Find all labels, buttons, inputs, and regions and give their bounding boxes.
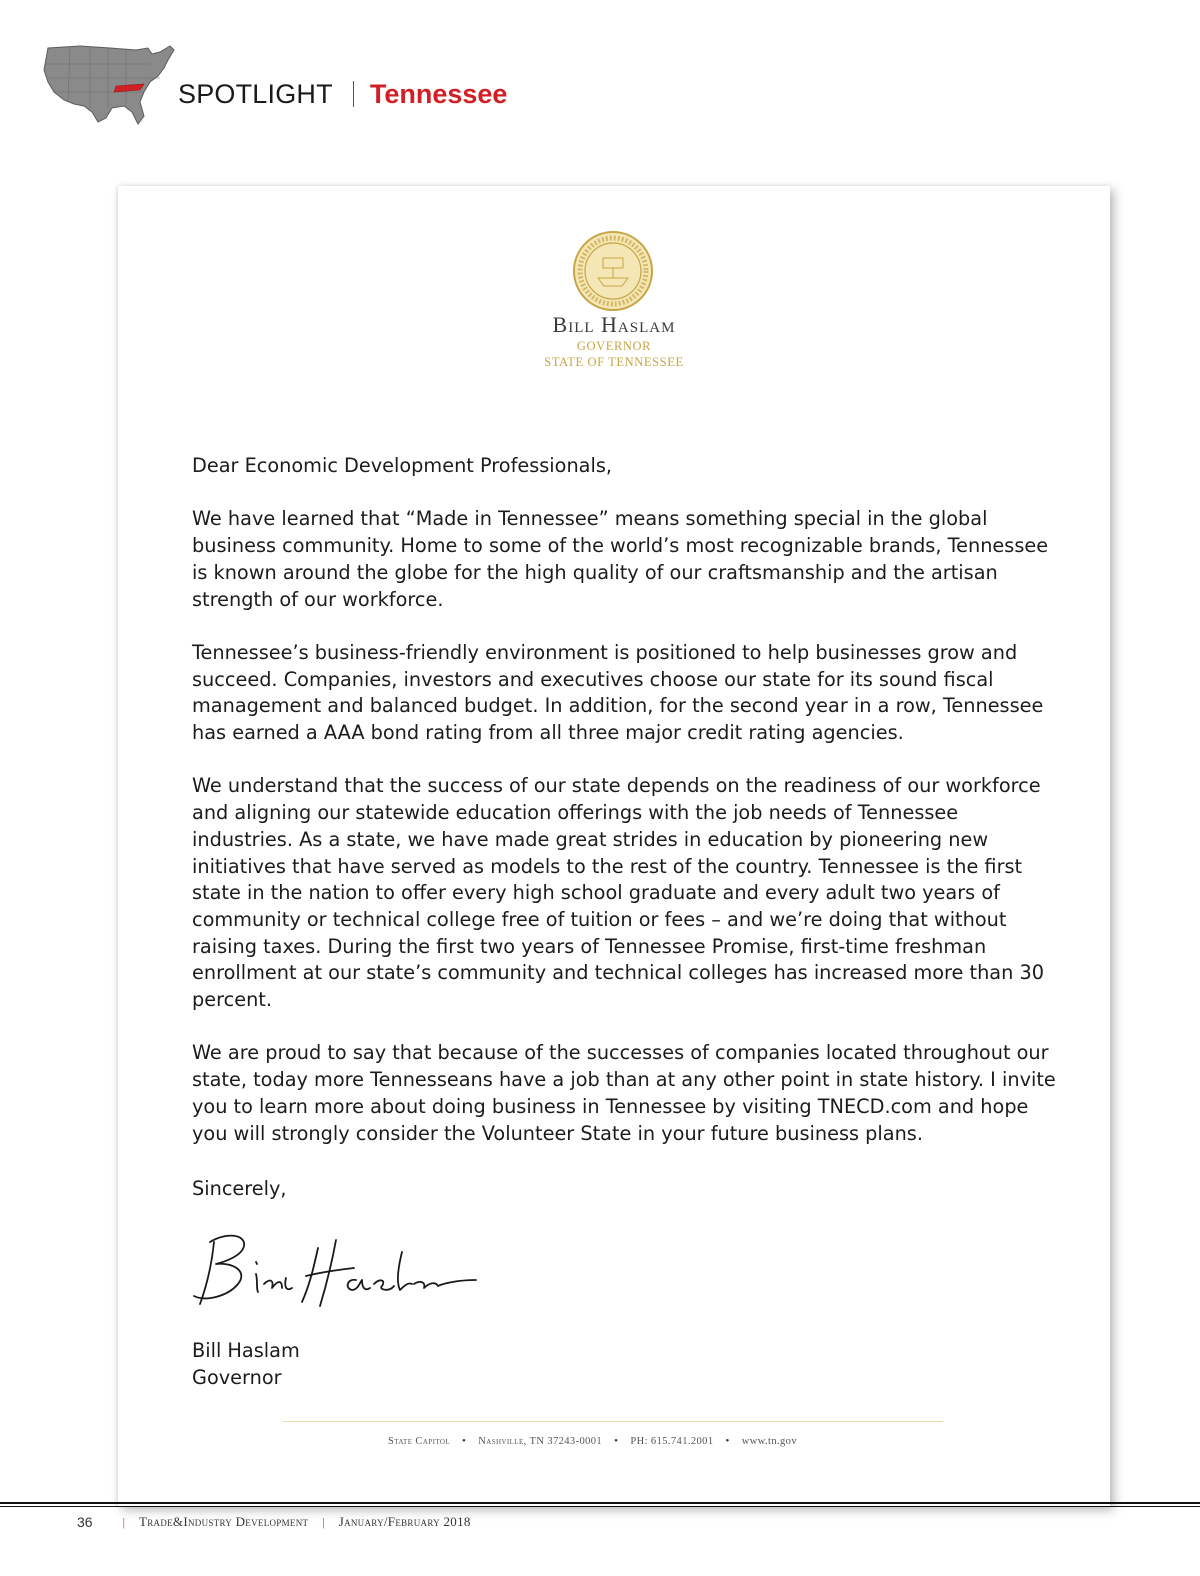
spotlight-header [178,74,507,114]
footer-separator: | [122,1514,125,1529]
letterhead-state: STATE OF TENNESSEE [544,355,684,369]
paragraph: We are proud to say that because of the successes of companies located throughout our state, today more Tennesseans have a job than at any other point in state history. I invite you to learn more about doing business in Tennessee by visiting TNECD.com and hope you will strongly consider the Volunteer State in your future business plans. [192,1041,1056,1145]
state-seal-icon [572,230,654,312]
letter-footer [388,1435,797,1447]
paragraph: Tennessee’s business-friendly environment is positioned to help businesses grow and succeed. Companies, investors and executives choose our state for its sound fiscal management and balanced budget. In addition, for the second year in a row, Tennessee has earned a AAA bond rating from all three major credit rating agencies. [192,640,1044,744]
closing: Sincerely, [192,1177,287,1200]
issue-date: January/February 2018 [338,1514,471,1529]
footer-website[interactable]: www.tn.gov [741,1435,797,1447]
paragraph: We understand that the success of our state depends on the readiness of our workforce and aligning our statewide education offerings with the job needs of Tennessee industries. As a state, we have made great strides in education by pioneering new initiatives that have served as models to the rest of the country. Tennessee is the first state in the nation to offer every high school graduate and every adult two years of community or technical college free of tuition or fees – and we’re doing that without raising taxes. During the first two years of Tennessee Promise, first-time freshman enrollment at our state’s community and technical colleges has increased more than 30 percent. [192,774,1045,1012]
us-map-icon [40,42,178,130]
footer-address: State Capitol [388,1435,450,1447]
letter-body [192,453,1062,1174]
signature-icon [186,1222,486,1317]
page-footer-rule [0,1506,1200,1507]
page-footer-rule [0,1502,1200,1504]
page-number: 36 [77,1514,93,1530]
footer-phone: PH: 615.741.2001 [630,1435,714,1447]
header-divider [353,81,354,107]
section-label: SPOTLIGHT [178,78,333,109]
letterhead-name: Bill Haslam [552,312,676,337]
letterhead-title: GOVERNOR [576,339,652,353]
footer-city: Nashville, TN 37243-0001 [478,1435,603,1447]
footer-separator: | [322,1514,325,1529]
bullet-icon: • [614,1435,619,1447]
letter-footer-rule [283,1421,943,1422]
publication-name: Trade&Industry Development [138,1514,309,1529]
page-footer [77,1514,471,1530]
signer-title: Governor [192,1365,282,1389]
bullet-icon: • [461,1435,467,1447]
signer-block [192,1338,300,1391]
state-name: Tennessee [369,78,508,109]
salutation: Dear Economic Development Professionals, [192,454,613,477]
bullet-icon: • [725,1435,730,1447]
paragraph: We have learned that “Made in Tennessee” means something special in the global business community. Home to some of the world’s most recognizable brands, Tennessee is known around the globe for the high quality of our craftsmanship and the artisan strength of our workforce. [192,507,1049,611]
signer-name: Bill Haslam [192,1339,300,1362]
